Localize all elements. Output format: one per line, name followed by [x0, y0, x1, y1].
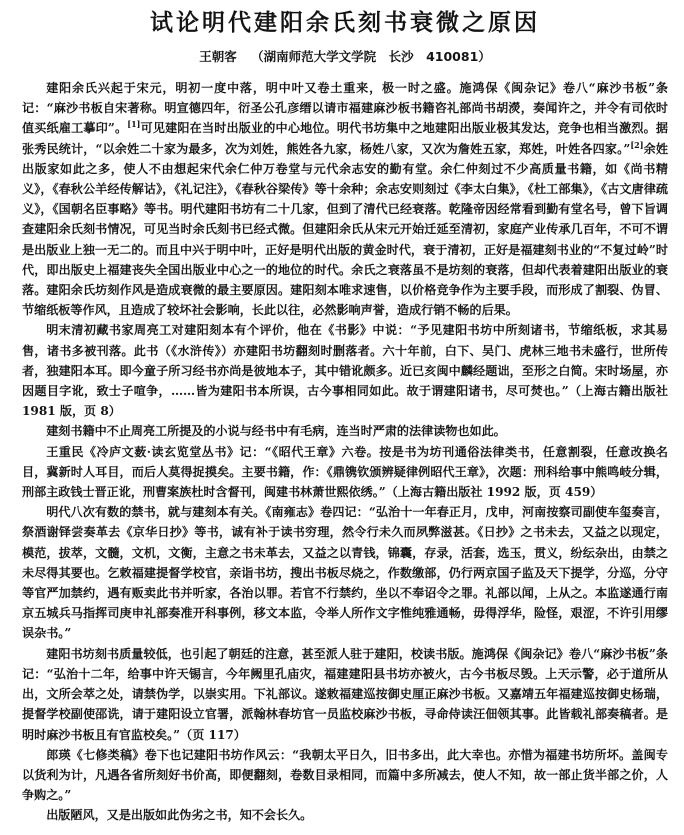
- author-name: 王朝客: [199, 49, 237, 64]
- author-affiliation: （湖南师范大学文学院 长沙 410081）: [251, 49, 491, 64]
- paragraph-text: 明代八次有数的禁书，就与建刻本有关。《南雍志》卷四记：“弘治十一年春正月，戊申，河南按察司副使车玺奏言，祭酒谢铎尝奏革去《京华日抄》等书，诚有补于读书穷理，然令行未久而夙弊滋甚。《日抄》之书未去，又益之以现定，模范，拔萃，文髓，文机，文衡，主意之书未革去，又益之以青钱，锦囊，存录，活套，选玉，贯义，纷纭杂出，由禁之未尽得其要也。乞敕福建提督学校官，亲诣书坊，搜出书板尽烧之，作数缴部，仍行两京国子监及天下提学，分巡，分守等官严加禁约，遇有贩卖此书并听家，各治以罪。若官不行禁约，坐以不奉诏令之罪。礼部以闻，上从之。本监遂通行南京五城兵马指挥司庚申礼部奏准开科事例，移文本监，令举人所作文字惟纯雅通畅，毋得浮华，险怪，艰涩，不许引用缪误杂书。”: [22, 505, 668, 641]
- paragraph-text: 郎瑛《七修类稿》卷下也记建阳书坊作风云：“我朝太平日久，旧书多出，此大幸也。亦惜为福建书坊所坏。盖闽专以货利为计，凡遇各省所刻好书价高，即便翻刻，卷数目录相同，而篇中多所减去，使人不知，故一部止货半部之价，人争购之。”: [22, 747, 668, 803]
- paragraph-text: 余姓出版家如此之多，使人不由想起宋代余仁仲万卷堂与元代余志安的勤有堂。余仁仲刻过不少高质量书籍，如《尚书精义》，《春秋公羊经传解诂》，《礼记注》，《春秋谷梁传》等十余种；余志安则刻过《李太白集》，《杜工部集》，《古文唐律疏义》，《国朝名臣事略》等书。明代建阳书坊有二十几家，但到了清代已经衰落。乾隆帝因经常看到勤有堂名号，曾下旨调查建阳余氏刻书情况，可见当时余氏刻书已经式微。但建阳余氏从宋元开始迁延至清初，家庭产业传承几百年，不可不谓是出版业上独一无二的。而且中兴于明中叶，正好是明代出版的黄金时代，衰于清初，正好是福建刻书业的“不复过岭”时代，即出版史上福建丧失全国出版业中心之一的地位的时代。余氏之衰落虽不是坊刻的衰落，但却代表着建阳出版业的衰落。建阳余氏坊刻作风是造成衰微的最主要原因。建阳刻本唯求速售，以价格竞争作为主要手段，而形成了割裂、伪冒、节缩纸板等作风，且造成了较坏社会影响，长此以往，必然影响声誉，造成行销不畅的后果。: [22, 141, 668, 318]
- paragraph-text: 建阳书坊刻书质量较低，也引起了朝廷的注意，甚至派人驻于建阳，校读书版。施鸿保《闽杂记》卷八“麻沙书板”条记：“弘治十二年，给事中许天锡言，今年阙里孔庙灾，福建建阳县书坊亦被火，古今书板尽毁。上天示警，必于道所从出，文所会萃之处，请禁伪学，以崇实用。下礼部议。遂敕福建巡按御史厘正麻沙书板。又嘉靖五年福建巡按御史杨瑞，提督学校副使邵诜，请于建阳设立官署，派翰林春坊官一员监校麻沙书板，寻命侍读汪佃领其事。此皆载礼部奏稿者。是明时麻沙书板且有官监校矣。”（页 117）: [22, 646, 668, 742]
- citation-marker: [1]: [127, 119, 141, 130]
- paper-title: 试论明代建阳余氏刻书衰微之原因: [150, 10, 540, 36]
- citation-marker: [2]: [630, 139, 644, 150]
- paragraph-text: 王重民《冷庐文薮·读玄览堂丛书》记：“《昭代王章》六卷。按是书为坊刊通俗法律类书，任意割裂，任意改换名目，冀新时人耳目，而后人莫得捉摸矣。主要书籍，作：《鼎镌钦颁辨疑律例昭代王章》，次题：刑科给事中熊鸣岐分辑，刑部主政钱士晋正讹，刑曹案族杜时含督刊，闽建书林萧世熙依绣。”（上海古籍出版社 1992 版，页 459）: [22, 444, 668, 500]
- body-paragraph: [22, 644, 668, 745]
- body-paragraph: [22, 805, 668, 825]
- body-paragraph: [22, 442, 668, 503]
- paragraph-text: 明末清初藏书家周亮工对建阳刻本有个评价，他在《书影》中说：“予见建阳书坊中所刻诸书，节缩纸板，求其易售，诸书多被刊落。此书（《水浒传》）亦建阳书坊翻刻时删落者。六十年前，白下、吴门、虎林三地书未盛行，世所传者，独建阳本耳。即今童子所习经书亦尚是彼地本子，其中错讹颇多。近已亥闽中麟经题诎，至形之白简。宋时场屋，亦因题目字讹，致士子喧争，……皆为建阳书本所误，古今事相同如此。故于谓建阳诸书，尽可焚也。”（上海古籍出版社 1981 版，页 8）: [22, 323, 668, 419]
- byline: [22, 48, 668, 66]
- paragraph-text: 建阳余氏兴起于宋元，明初一度中落，明中叶又卷土重来，极一时之盛。施鸿保《闽杂记》卷八“麻沙书板”条记：“麻沙书板自宋著称。明宣德四年，衍圣公孔彦缙以请市福建麻沙板书籍咨礼部尚书胡濙，奏闻许之，并令有司依时值买纸雇工摹印”。: [22, 81, 668, 136]
- body-paragraph: [22, 745, 668, 806]
- body-paragraph: [22, 421, 668, 441]
- body-paragraph: [22, 78, 668, 320]
- paragraph-text: 出版陋风，又是出版如此伪劣之书，知不会长久。: [46, 808, 313, 823]
- body-paragraph: [22, 320, 668, 421]
- paragraph-text: 可见建阳在当时出版业的中心地位。明代书坊集中之地建阳出版业极其发达，竞争也相当激烈。据张秀民统计，“以余姓二十家为最多，次为刘姓，熊姓各九家，杨姓八家，又次为詹姓五家，郑姓，叶姓各四家。”: [22, 121, 668, 156]
- paper-body: [22, 78, 668, 826]
- body-paragraph: [22, 502, 668, 643]
- paragraph-text: 建刻书籍中不止周亮工所提及的小说与经书中有毛病，连当时严肃的法律读物也如此。: [46, 424, 506, 439]
